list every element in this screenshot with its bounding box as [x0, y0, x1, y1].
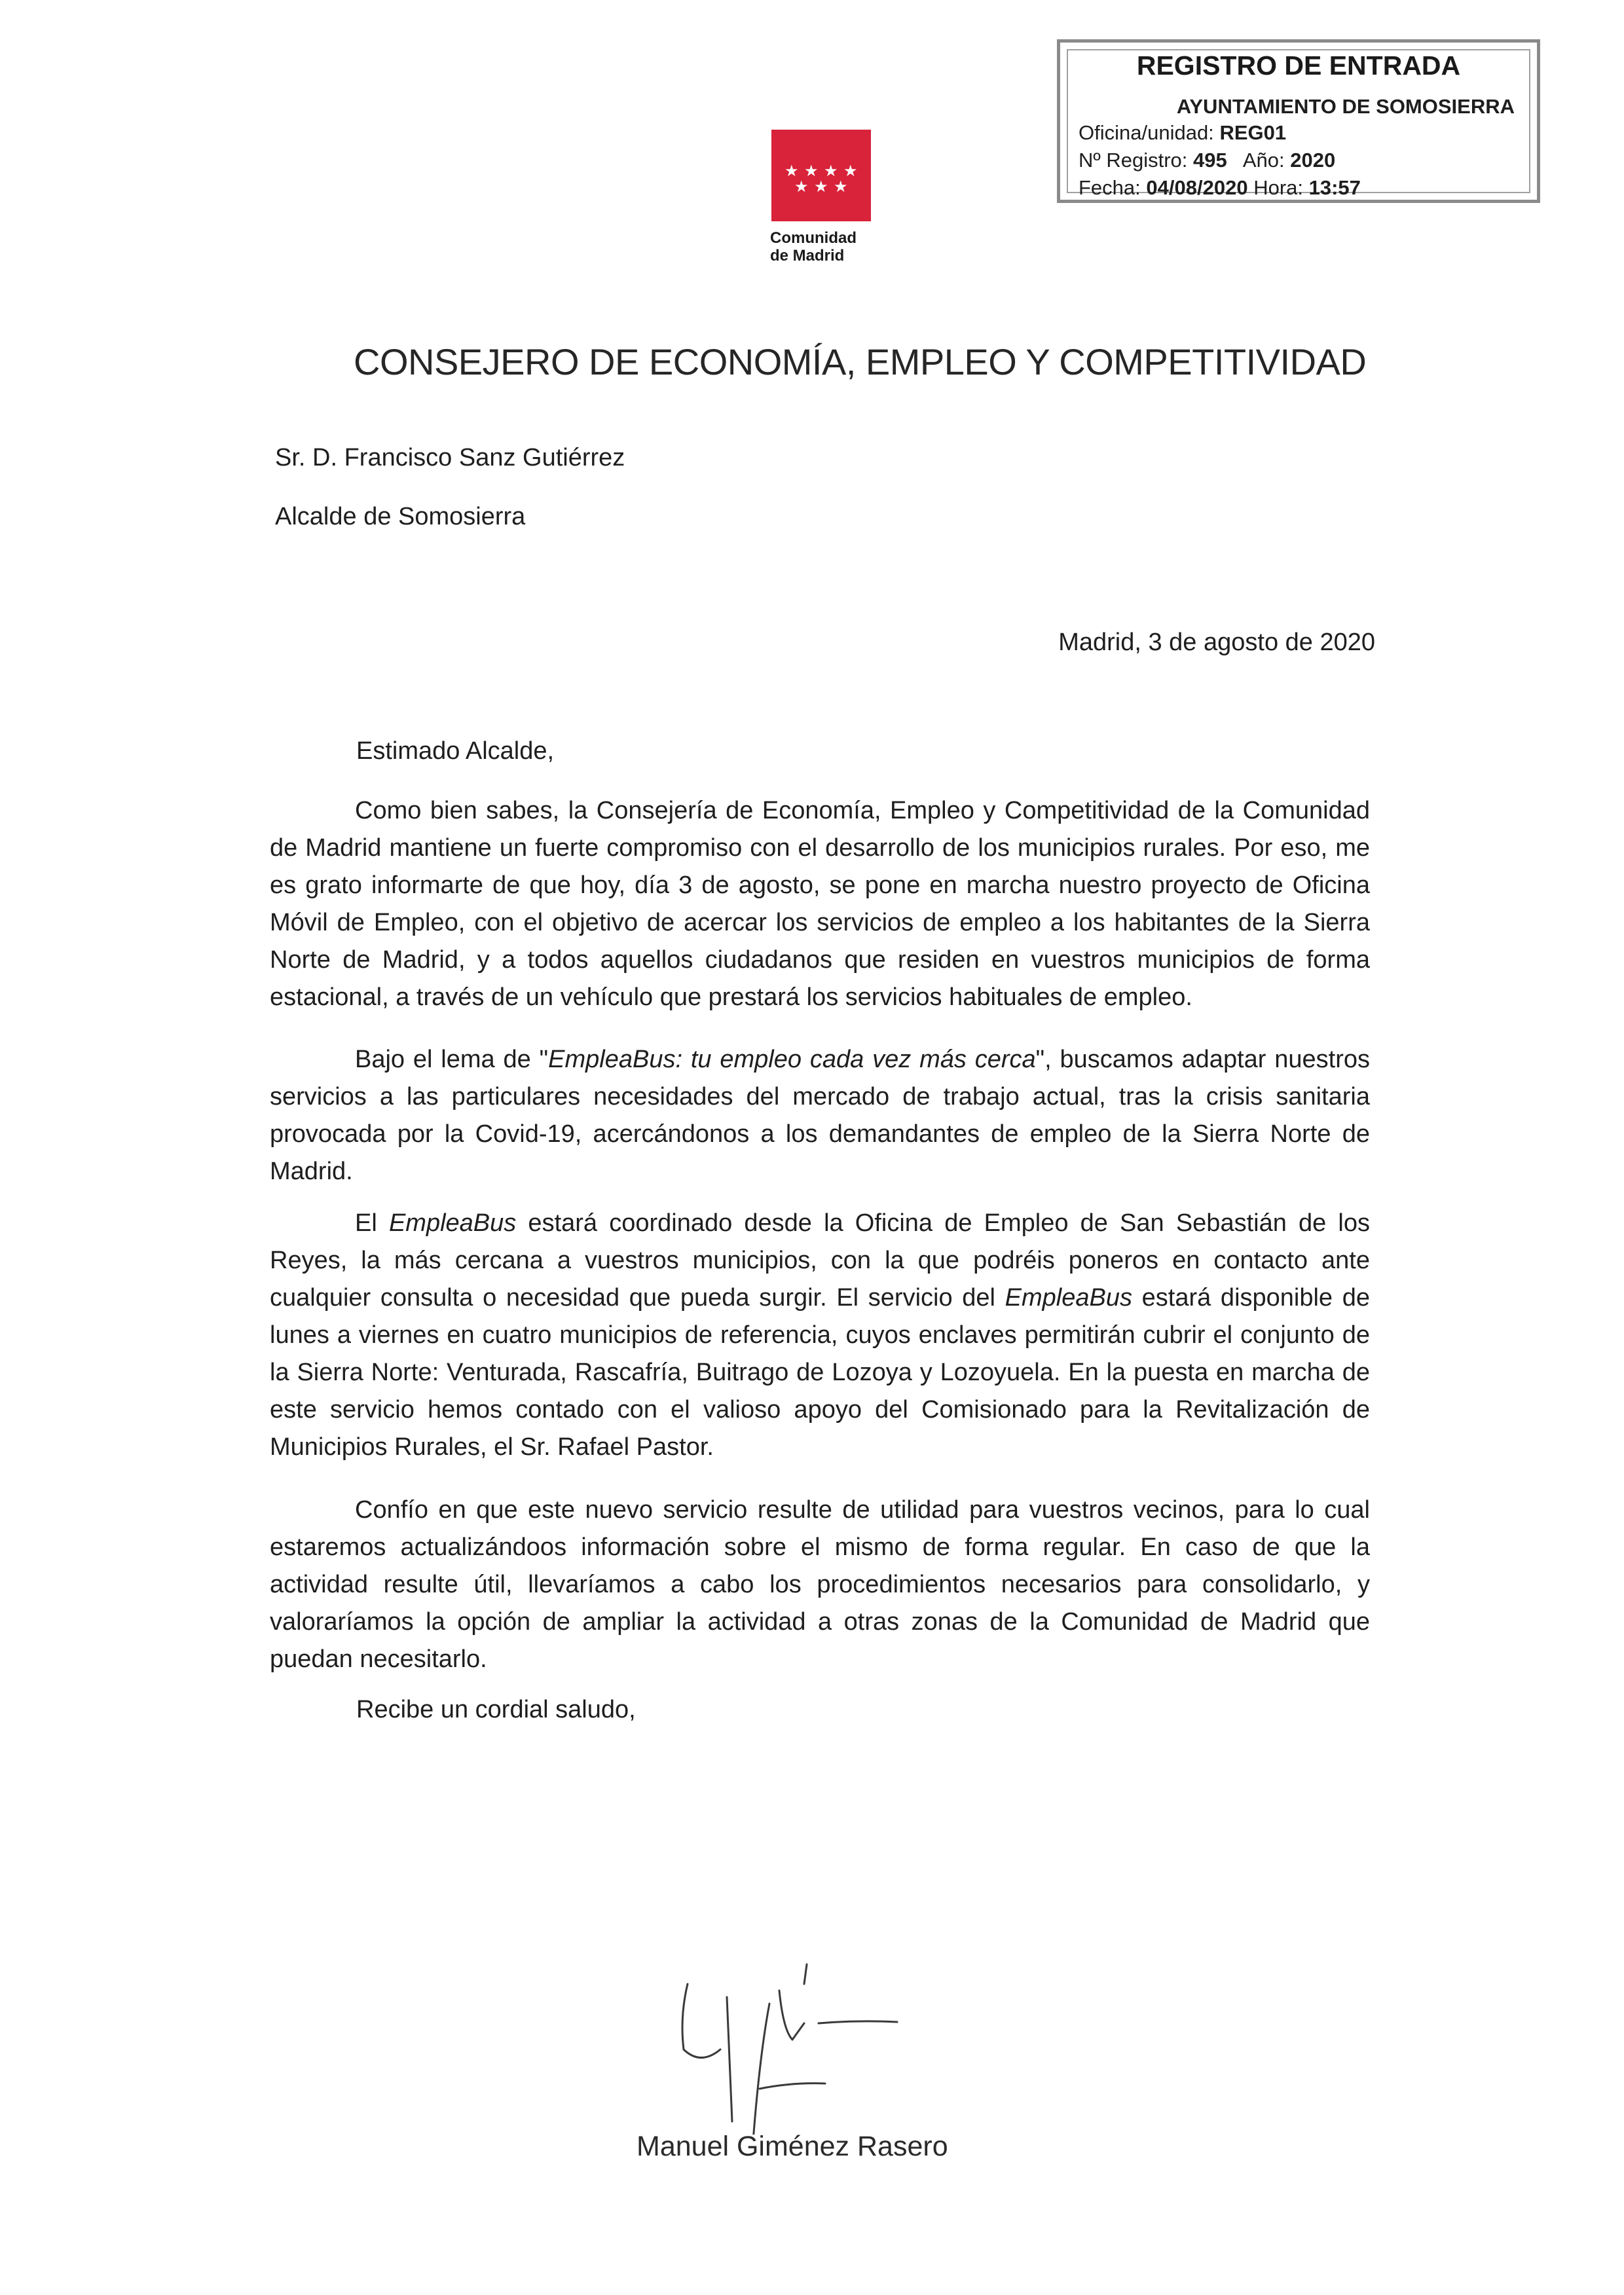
signer-name: Manuel Giménez Rasero [637, 2131, 948, 2162]
stamp-office-line [1079, 121, 1286, 145]
paragraph-2-start: Bajo el lema de " [355, 1046, 549, 1073]
stamp-date-line [1079, 176, 1361, 200]
comunidad-madrid-logo [771, 130, 871, 221]
stamp-office-value: REG01 [1219, 121, 1287, 144]
recipient-name: Sr. D. Francisco Sanz Gutiérrez [275, 444, 625, 471]
stamp-registry-label: Nº Registro: [1079, 149, 1188, 172]
stamp-date-label: Fecha: [1079, 176, 1141, 199]
emplea-bus-term: EmpleaBus [1005, 1284, 1132, 1312]
stamp-registry-line [1079, 149, 1335, 172]
paragraph-3-start: El [355, 1209, 389, 1237]
stamp-registry-value: 495 [1193, 149, 1227, 172]
stamp-organization: AYUNTAMIENTO DE SOMOSIERRA [1176, 95, 1515, 118]
paragraph-2 [270, 1041, 1370, 1190]
stamp-date-value: 04/08/2020 [1146, 176, 1248, 199]
logo-line-2: de Madrid [770, 247, 845, 265]
registration-stamp [1057, 39, 1540, 203]
stamp-year-label: Año: [1242, 149, 1285, 172]
handwritten-signature [661, 1925, 1002, 2135]
paragraph-1: Como bien sabes, la Consejería de Economía, Empleo y Competitividad de la Comunidad de Madrid mantiene un fuerte compromiso con el desarrollo de los municipios rurales. Por eso, me es grato informarte de que hoy, día 3 de agosto, se pone en marcha nuestro proyecto de Oficina Móvil de Empleo, con el objetivo de acercar los servicios de empleo a los habitantes de la Sierra Norte de Madrid, y a todos aquellos ciudadanos que residen en vuestros municipios de forma estacional, a través de un vehículo que prestará los servicios habituales de empleo. [270, 797, 1370, 1011]
stamp-time-value: 13:57 [1308, 176, 1361, 199]
stamp-title: REGISTRO DE ENTRADA [1136, 50, 1461, 81]
letter-date: Madrid, 3 de agosto de 2020 [1058, 629, 1375, 656]
salutation: Estimado Alcalde, [356, 737, 555, 765]
star-icon: ★ [824, 162, 838, 180]
paragraph-3-end: estará disponible de lunes a viernes en cuatro municipios de referencia, cuyos enclaves permitirán cubrir el conjunto de la Sierra Norte: Venturada, Rascafría, Buitrago de Lozoya y Lozoyuela. En la puesta en marcha de este servicio hemos contado con el valioso apoyo del Comisionado para la Revitalización de Municipios Rurales, el Sr. Rafael Pastor. [270, 1284, 1370, 1461]
star-icon: ★ [834, 178, 848, 196]
stamp-year-value: 2020 [1290, 149, 1336, 172]
recipient-role: Alcalde de Somosierra [275, 503, 526, 530]
paragraph-3 [270, 1205, 1370, 1466]
star-icon: ★ [794, 178, 809, 196]
paragraph-2-end: ", buscamos adaptar nuestros servicios a las particulares necesidades del mercado de trabajo actual, tras la crisis sanitaria provocada por la Covid-19, acercándonos a los demandantes de empleo de la Sierra Norte de Madrid. [270, 1046, 1371, 1185]
slogan: EmpleaBus: tu empleo cada vez más cerca [548, 1046, 1036, 1073]
stamp-time-label: Hora: [1253, 176, 1303, 199]
closing: Recibe un cordial saludo, [356, 1696, 636, 1723]
stamp-office-label: Oficina/unidad: [1079, 121, 1214, 144]
star-icon: ★ [784, 162, 799, 180]
logo-line-1: Comunidad [770, 229, 857, 247]
letter-title: CONSEJERO DE ECONOMÍA, EMPLEO Y COMPETITIVIDAD [354, 341, 1367, 382]
star-icon: ★ [814, 178, 828, 196]
paragraph-4: Confío en que este nuevo servicio resulte de utilidad para vuestros vecinos, para lo cual estaremos actualizándoos información sobre el mismo de forma regular. En caso de que la actividad resulte útil, llevaríamos a cabo los procedimientos necesarios para consolidarlo, y valoraríamos la opción de ampliar la actividad a otras zonas de la Comunidad de Madrid que puedan necesitarlo. [270, 1496, 1370, 1673]
star-icon: ★ [843, 162, 858, 180]
emplea-bus-term: EmpleaBus [388, 1209, 517, 1237]
star-icon: ★ [804, 162, 819, 180]
logo-wordmark [770, 229, 857, 265]
paragraph-3-middle: estará coordinado desde la Oficina de Empleo de San Sebastián de los Reyes, la más cercana a vuestros municipios, con la que podréis poneros en contacto ante cualquier consulta o necesidad que pueda surgir. El servicio del [270, 1209, 1370, 1312]
